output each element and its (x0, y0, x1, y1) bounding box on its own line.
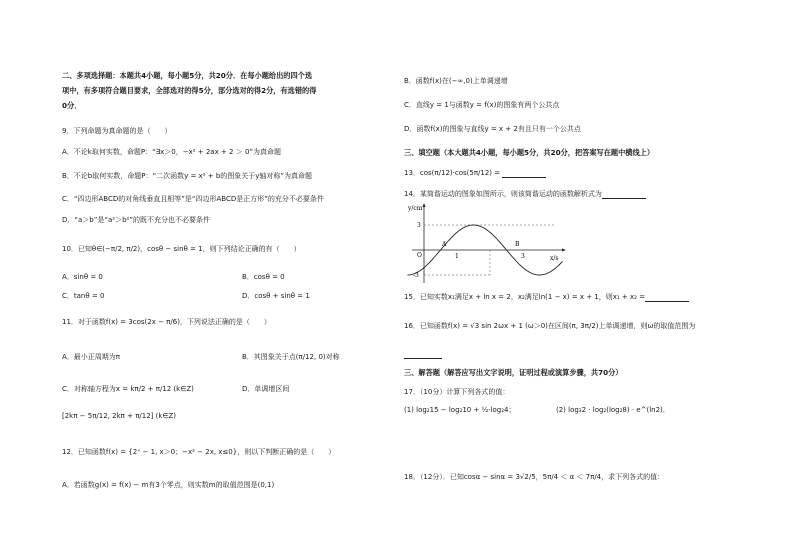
q12-option-b: B．函数f(x)在(−∞,0)上单调递增 (404, 77, 508, 85)
q11-option-d-interval: [2kπ − 5π/12, 2kπ + π/12] (k∈Z) (62, 412, 177, 420)
q17-stem: 17．（10分）计算下列各式的值： (404, 388, 510, 396)
point-b-label: B (515, 241, 520, 248)
section3-heading: 三、填空题（本大题共4小题，每小题5分，共20分，把答案写在题中横线上） (404, 148, 655, 157)
q10-stem: 10．已知θ∈(−π/2, π/2)，cosθ − sinθ = 1，则下列结论正确的有（ ） (62, 245, 301, 253)
y-axis-arrow (423, 203, 426, 207)
x-tick-3: 3 (521, 253, 525, 260)
section4-heading: 三、解答题（解答应写出文字说明，证明过程或演算步骤，共70分） (404, 368, 623, 377)
q11-option-a: A．最小正周期为π (62, 353, 121, 361)
q16-line2 (404, 350, 442, 359)
y-tick-bottom: -3 (413, 272, 419, 279)
section2-heading-line2: 项中，有多项符合题目要求，全部选对的得5分，部分选对的得2分，有选错的得 (62, 86, 317, 95)
shm-graph (404, 200, 574, 285)
q16-line1: 16．已知函数f(x) = √3 sin 2ωx + 1 (ω＞0)在区间(π, 3π/2)上单调递增，则ω的取值范围为 (404, 322, 696, 330)
q14-text: 14．某简谐运动的图象如图所示，则该简谐运动的函数解析式为 (404, 190, 602, 198)
q16-answer-blank[interactable] (404, 351, 442, 359)
q17-part2: (2) log₃2 · log₂(log₂8) · e^(ln2)． (556, 406, 670, 414)
q9-option-d: D．“a＞b”是“a²＞b²”的既不充分也不必要条件 (62, 216, 210, 224)
q14 (404, 190, 646, 199)
origin-label: O (417, 252, 422, 259)
x-axis-label: x/s (550, 255, 559, 262)
q9-option-c: C．“四边形ABCD的对角线垂直且相等”是“四边形ABCD是正方形”的充分不必要条件 (62, 195, 324, 203)
q17-part1: (1) log₂15 − log₂10 + ½·log₂4； (404, 406, 516, 414)
x-axis-arrow (562, 249, 566, 252)
q10-option-d: D．cosθ + sinθ = 1 (242, 292, 310, 300)
y-axis-label: y/cm (408, 205, 423, 212)
q11-option-d: D．单调增区间 (242, 385, 290, 393)
q13-answer-blank[interactable] (502, 170, 546, 178)
q12-option-a: A．若函数g(x) = f(x) − m有3个零点，则实数m的取值范围是(0,1) (62, 481, 275, 489)
q12-stem: 12．已知函数f(x) = {2ˣ − 1, x＞0；−x² − 2x, x≤0}，则以下判断正确的是（ ） (62, 448, 336, 456)
q12-option-c: C．直线y = 1与函数y = f(x)的图象有两个公共点 (404, 101, 560, 109)
q10-option-c: C．tanθ = 0 (62, 292, 105, 300)
q15-answer-blank[interactable] (645, 294, 689, 302)
q11-option-c: C．对称轴方程为x = kπ/2 + π/12 (k∈Z) (62, 385, 194, 393)
section2-heading-line1: 二、多项选择题：本题共4小题，每小题5分，共20分．在每小题给出的四个选 (62, 71, 313, 80)
q13 (404, 169, 546, 178)
q10-option-a: A．sinθ = 0 (62, 273, 103, 281)
q9-option-b: B．不论b取何实数，命题P：“二次函数y = x² + b的图象关于y轴对称”为真命题 (62, 172, 313, 180)
q10-option-b: B．cosθ = 0 (242, 273, 285, 281)
q14-answer-blank[interactable] (602, 191, 646, 199)
q9-option-a: A．不论k取何实数，命题P：“∃x＞0，−x² + 2ax + 2 ＞ 0”为真命题 (62, 148, 282, 156)
q12-option-d: D．函数f(x)的图象与直线y = x + 2有且只有一个公共点 (404, 125, 581, 133)
y-tick-top: 3 (417, 222, 421, 229)
q11-stem: 11．对于函数f(x) = 3cos(2x − π/6)，下列说法正确的是（ ） (62, 318, 271, 326)
q18-stem: 18．（12分）．已知cosα − sinα = 3√2/5，5π/4 ＜ α ＜ 7π/4，求下列各式的值： (404, 473, 665, 481)
q13-text: 13．cos(π/12)·cos(5π/12) = (404, 169, 501, 177)
point-a-label: A (442, 241, 447, 248)
x-tick-1: 1 (455, 253, 459, 260)
q15-text: 15．已知实数x₁满足x + ln x = 2，x₂满足ln(1 − x) = x + 1，则x₁ + x₂ = (404, 293, 646, 301)
q15 (404, 293, 689, 302)
q11-option-b: B．其图象关于点(π/12, 0)对称 (242, 353, 340, 361)
q9-stem: 9．下列命题为真命题的是（ ） (62, 127, 172, 135)
section2-heading-line3: 0分． (62, 101, 82, 110)
